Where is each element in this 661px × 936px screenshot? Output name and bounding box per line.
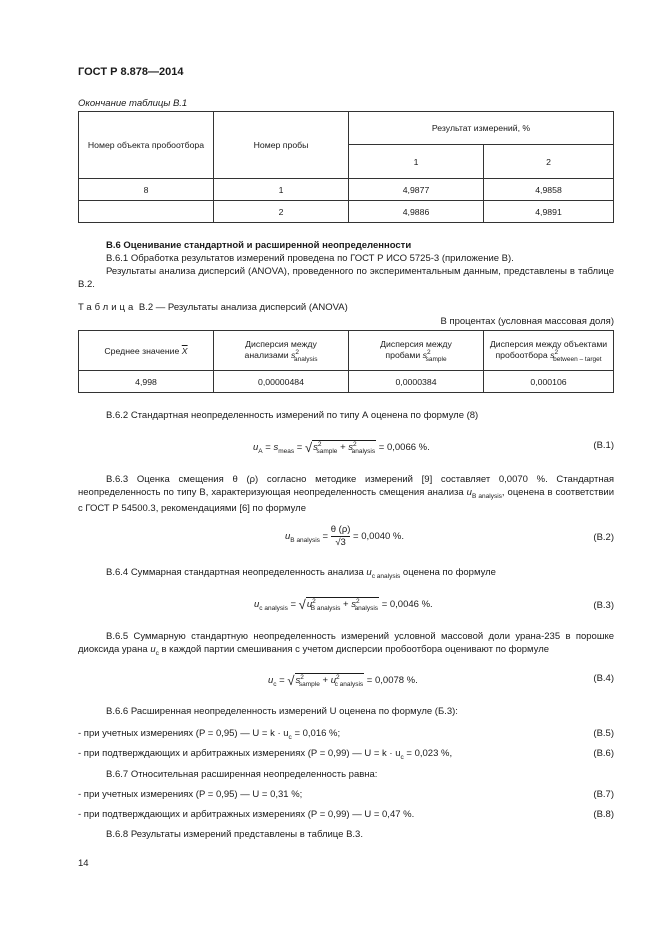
sub-col-2: 2 [484,145,614,179]
object-cell: 8 [79,179,214,201]
paragraph-b61: В.6.1 Обработка результатов измерений проведена по ГОСТ Р ИСО 5725-3 (приложение В). [106,253,514,264]
col-sample-header: Номер пробы [214,112,349,179]
result-cell: 4,9891 [484,201,614,223]
formula-b5: - при учетных измерениях (P = 0,95) — $U = k \cdot u_c = 0,016$ %; [78,728,341,741]
table-b1 [78,111,614,223]
object-cell [79,201,214,223]
formula-b1: $u_A = s_{meas} = √s^2_{sample} + s^2_{analysis} = 0,0066$ %. [253,440,430,455]
table-b2-caption [78,302,348,313]
table-row [79,201,614,223]
formula-b3: $u_{c analysis} = √u^2_{B analysis} + s^2_{analysis} = 0,0046$ %. [254,597,433,612]
sample-cell: 1 [214,179,349,201]
var-objects-label: пробоотбора [495,349,548,360]
paragraph-anova-intro: Результаты анализа дисперсий (ANOVA), проведенного по экспериментальным данным, представлены в таблице В.2. [78,266,614,290]
formula-number-b5: (В.5) [593,728,614,739]
formula-number-b2: (В.2) [593,532,614,543]
mean-value: 4,998 [79,371,214,393]
paragraph-b67: В.6.7 Относительная расширенная неопределенность равна: [106,769,378,780]
formula-number-b4: (В.4) [593,673,614,684]
var-samples-label: пробами [385,349,421,360]
var-samples-value: 0,0000384 [349,371,484,393]
table-b2 [78,330,614,393]
paragraph-b66: В.6.6 Расширенная неопределенность измерений U оценена по формуле (Б.3): [106,706,458,717]
mean-label: Среднее значение [104,345,180,356]
col-object-header: Номер объекта пробоотбора [79,112,214,179]
formula-number-b8: (В.8) [593,809,614,820]
paragraph-b68: В.6.8 Результаты измерений представлены в таблице В.3. [106,829,363,840]
sub-col-1: 1 [349,145,484,179]
formula-b4: $u_c = √s^2_{sample} + u^2_{c analysis} = 0,0078$ %. [268,673,418,688]
section-b6-title: В.6 Оценивание стандартной и расширенной неопределенности [106,240,412,251]
col-result-header: Результат измерений, % [349,112,614,145]
col-var-objects-header: Дисперсия между объектами пробоотбора $s^2_{between - target}$ [484,331,614,371]
col-mean-header: Среднее значение $\overline{X}$ [79,331,214,371]
result-cell: 4,9858 [484,179,614,201]
table-row [79,371,614,393]
formula-b8: - при подтверждающих и арбитражных измерениях (P = 0,99) — U = 0,47 %. [78,809,415,820]
result-cell: 4,9877 [349,179,484,201]
formula-number-b7: (В.7) [593,789,614,800]
paragraph-b63: В.6.3 Оценка смещения θ (ρ) согласно методике измерений [9] составляет 0,0070 %. Стандартная неопределенность по типу В, характеризующая неопределенность смещения анализа $u_{B analysis}$, оценена в соответствии с ГОСТ Р 54500.3, рекомендациями [6] по формуле [78,474,615,515]
table-row [79,179,614,201]
formula-b6: - при подтверждающих и арбитражных измерениях (P = 0,99) — $U = k \cdot u_c = 0,023$ %, [78,748,453,761]
formula-number-b3: (В.3) [593,600,614,611]
var-analyses-label: анализами [244,349,289,360]
table-b1-continuation-caption: Окончание таблицы В.1 [78,98,188,109]
table-caption-rest: В.2 — Результаты анализа дисперсий (ANOVA) [138,302,348,313]
col-var-samples-header: Дисперсия между пробами $s^2_{sample}$ [349,331,484,371]
formula-b7: - при учетных измерениях (P = 0,95) — U = 0,31 %; [78,789,303,800]
table-caption-word: Таблица [78,302,137,313]
document-header: ГОСТ Р 8.878—2014 [78,66,184,78]
paragraph-b64: В.6.4 Суммарная стандартная неопределенность анализа $u_{c analysis}$ оценена по формуле [106,567,496,580]
sample-cell: 2 [214,201,349,223]
paragraph-b65: В.6.5 Суммарную стандартную неопределенность измерений условной массовой доли урана-235 в порошке диоксида урана $u_c$ в каждой партии смешивания с учетом дисперсии пробоотбора оценивают по формуле [78,631,614,657]
formula-b2: $u_{B analysis}$ = $\frac{\theta (\rho)}{√3}$ = 0,0040 %. [285,524,405,548]
page-number: 14 [78,858,89,869]
var-analyses-value: 0,00000484 [214,371,349,393]
paragraph-b62: В.6.2 Стандартная неопределенность измерений по типу А оценена по формуле (8) [106,410,479,421]
formula-number-b1: (В.1) [593,440,614,451]
table-b2-units: В процентах (условная массовая доля) [440,316,614,327]
formula-number-b6: (В.6) [593,748,614,759]
result-cell: 4,9886 [349,201,484,223]
var-objects-value: 0,000106 [484,371,614,393]
col-var-analyses-header: Дисперсия между анализами $s^2_{analysis}$ [214,331,349,371]
